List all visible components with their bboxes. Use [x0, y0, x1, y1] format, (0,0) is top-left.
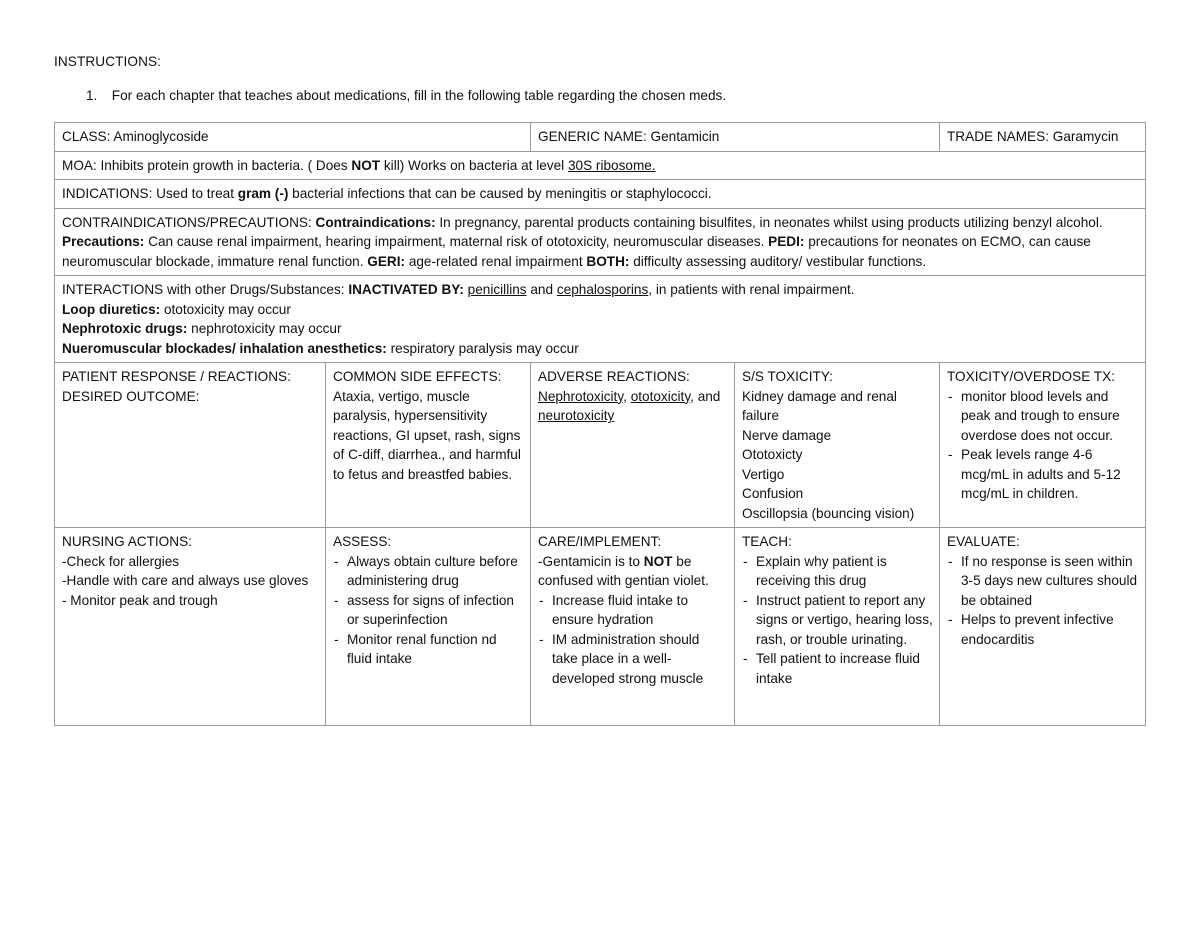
list-item: - IM administration should take place in a well-developed strong muscle [538, 630, 728, 689]
both-text: difficulty assessing auditory/ vestibular functions. [633, 253, 927, 269]
moa-ribosome: 30S ribosome. [567, 157, 656, 173]
cell-contraindications [55, 208, 1146, 276]
patient-response-header: PATIENT RESPONSE / REACTIONS: [62, 369, 291, 384]
desired-outcome-label: DESIRED OUTCOME: [62, 388, 200, 404]
nephro-text: nephrotoxicity may occur [191, 321, 342, 336]
class-value: Aminoglycoside [113, 129, 209, 144]
interactions-label: INTERACTIONS with other Drugs/Substances: [62, 282, 345, 297]
inactivated-label: INACTIVATED BY: [348, 282, 464, 297]
indications-gram: gram (-) [237, 186, 289, 201]
evaluate-list [947, 552, 1139, 650]
neuro-text: respiratory paralysis may occur [390, 340, 579, 356]
indications-text-1: Used to treat [156, 186, 234, 201]
cell-care-implement [531, 528, 735, 726]
cell-side-effects [326, 363, 531, 528]
toxicity-line: Kidney damage and renal failure [742, 388, 897, 423]
indications-text-2: bacterial infections that can be caused by meningitis or staphylococci. [292, 186, 712, 201]
pedi-text: precautions for neonates on ECMO, can cause neuromuscular blockade, immature renal function. [62, 234, 1091, 269]
row-nursing-actions [55, 528, 1146, 726]
inactivated-penicillins: penicillins [467, 282, 527, 297]
medication-table [54, 122, 1146, 726]
list-item: - Instruct patient to report any signs or vertigo, hearing loss, rash, or trouble urinating. [742, 591, 933, 650]
nephro-label: Nephrotoxic drugs: [62, 321, 188, 336]
care-header: CARE/IMPLEMENT: [538, 534, 662, 549]
toxicity-line: Confusion [742, 486, 804, 501]
nursing-header: NURSING ACTIONS: [62, 534, 192, 549]
interactions-line-neuro [62, 339, 1139, 359]
inactivated-and: and [530, 282, 554, 297]
interactions-line-1 [62, 280, 1139, 300]
both-label: BOTH: [586, 253, 630, 269]
list-item: - If no response is seen within 3-5 days new cultures should be obtained [947, 552, 1139, 611]
row-contraindications [55, 208, 1146, 276]
adverse-and: and [697, 388, 721, 404]
geri-label: GERI: [367, 253, 406, 269]
list-item: - Monitor renal function nd fluid intake [333, 630, 524, 669]
instructions-item [86, 86, 726, 106]
adverse-header: ADVERSE REACTIONS: [538, 369, 690, 384]
care-intro-not: NOT [643, 553, 673, 569]
cell-class [55, 123, 531, 152]
row-indications [55, 180, 1146, 209]
class-label: CLASS: [62, 129, 111, 144]
contra-label: Contraindications: [315, 214, 436, 230]
cell-indications [55, 180, 1146, 209]
toxicity-line: Nerve damage [742, 427, 832, 443]
row-class [55, 123, 1146, 152]
trade-label: TRADE NAMES: [947, 129, 1049, 144]
instructions-title: INSTRUCTIONS: [54, 54, 162, 69]
overdose-list [947, 387, 1139, 504]
row-interactions [55, 276, 1146, 363]
teach-list [742, 552, 933, 689]
side-effects-text: Ataxia, vertigo, muscle paralysis, hypersensitivity reactions, GI upset, rash, signs of C-diff, diarrhea., and harmful to fetus and breastfed babies. [333, 388, 521, 482]
moa-text-1: Inhibits protein growth in bacteria. ( Does [100, 157, 348, 173]
moa-text-2: kill) Works on bacteria at level [383, 157, 565, 173]
indications-label: INDICATIONS: [62, 186, 153, 201]
list-item: - Tell patient to increase fluid intake [742, 649, 933, 688]
moa-label: MOA: [62, 157, 97, 173]
toxicity-line: Ototoxicty [742, 447, 803, 462]
care-intro-2: be confused with gentian violet. [538, 553, 709, 588]
inactivated-tail: , in patients with renal impairment. [648, 282, 855, 297]
assess-header: ASSESS: [333, 534, 392, 549]
loop-text: ototoxicity may occur [163, 301, 291, 317]
nursing-line-2: -Handle with care and always use gloves [62, 573, 309, 588]
toxicity-line: Oscillopsia (bouncing vision) [742, 505, 915, 521]
toxicity-line: Vertigo [742, 466, 785, 482]
assess-list [333, 552, 524, 669]
cell-adverse-reactions: ADVERSE REACTIONS: Nephrotoxicity, ototoxicity, and neurotoxicity [531, 363, 735, 528]
list-item: - monitor blood levels and peak and trough to ensure overdose does not occur. [947, 387, 1139, 446]
cell-evaluate [940, 528, 1146, 726]
contra-text: In pregnancy, parental products containing bisulfites, in neonates whilst using products utilizing benzyl alcohol. [439, 214, 1103, 230]
cell-overdose-tx [940, 363, 1146, 528]
precautions-label: Precautions: [62, 234, 145, 249]
overdose-header: TOXICITY/OVERDOSE TX: [947, 369, 1115, 384]
geri-text: age-related renal impairment [408, 253, 583, 269]
row-patient-response [55, 363, 1146, 528]
toxicity-header: S/S TOXICITY: [742, 369, 833, 384]
loop-label: Loop diuretics: [62, 301, 161, 317]
adverse-item-3: neurotoxicity [538, 408, 615, 423]
cell-moa [55, 151, 1146, 180]
precautions-text: Can cause renal impairment, hearing impairment, maternal risk of ototoxicity, neuromuscular diseases. [148, 234, 765, 249]
trade-value: Garamycin [1052, 129, 1119, 144]
list-item: - Always obtain culture before administering drug [333, 552, 524, 591]
list-item: - Increase fluid intake to ensure hydration [538, 591, 728, 630]
evaluate-header: EVALUATE: [947, 534, 1020, 549]
list-item: - assess for signs of infection or superinfection [333, 591, 524, 630]
nursing-line-1: -Check for allergies [62, 553, 180, 569]
list-item: - Explain why patient is receiving this drug [742, 552, 933, 591]
cell-nursing-actions [55, 528, 326, 726]
list-item: - Peak levels range 4-6 mcg/mL in adults and 5-12 mcg/mL in children. [947, 445, 1139, 504]
cell-assess [326, 528, 531, 726]
care-intro-1: -Gentamicin is to [538, 553, 640, 569]
adverse-item-1: Nephrotoxicity [538, 388, 624, 404]
side-effects-header: COMMON SIDE EFFECTS: [333, 369, 502, 384]
generic-label: GENERIC NAME: [538, 129, 647, 144]
interactions-line-loop [62, 300, 1139, 320]
pedi-label: PEDI: [768, 234, 805, 249]
interactions-line-nephro [62, 319, 1139, 339]
neuro-label: Nueromuscular blockades/ inhalation anesthetics: [62, 340, 387, 356]
row-moa [55, 151, 1146, 180]
cell-interactions [55, 276, 1146, 363]
list-item: - Helps to prevent infective endocarditis [947, 610, 1139, 649]
adverse-item-2: ototoxicity [630, 388, 691, 404]
inactivated-cephalosporins: cephalosporins [556, 282, 649, 297]
contra-section-label: CONTRAINDICATIONS/PRECAUTIONS: [62, 214, 312, 230]
cell-trade-names [940, 123, 1146, 152]
nursing-line-3: - Monitor peak and trough [62, 592, 218, 608]
cell-ss-toxicity [735, 363, 940, 528]
moa-not: NOT [351, 157, 381, 173]
generic-value: Gentamicin [650, 129, 720, 144]
care-list [538, 591, 728, 689]
instructions-item-text: For each chapter that teaches about medications, fill in the following table regarding the chosen meds. [111, 88, 727, 103]
cell-teach [735, 528, 940, 726]
instructions-item-number: 1. [86, 88, 98, 103]
teach-header: TEACH: [742, 534, 792, 549]
cell-patient-response [55, 363, 326, 528]
cell-generic-name [531, 123, 940, 152]
